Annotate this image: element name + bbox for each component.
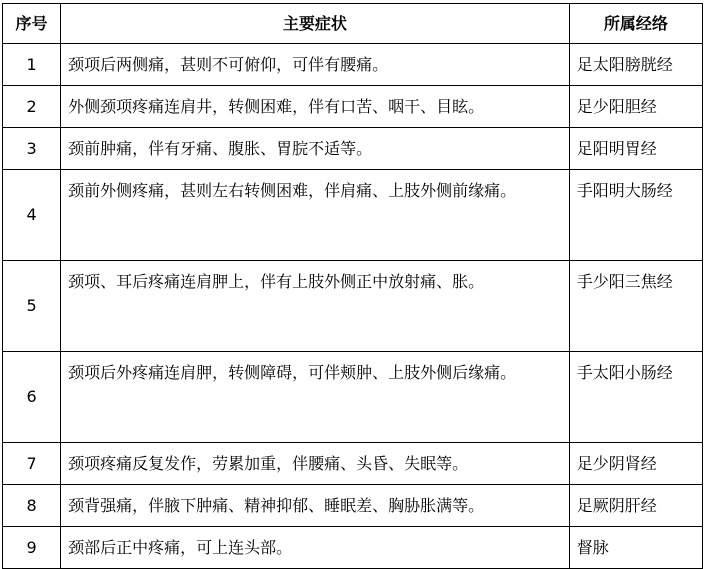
row-index-cell: 1 <box>3 44 61 86</box>
row-meridian-cell: 手阳明大肠经 <box>569 170 702 261</box>
row-symptom-cell: 颈背强痛，伴腋下肿痛、精神抑郁、睡眠差、胸胁胀满等。 <box>61 485 570 527</box>
header-meridian: 所属经络 <box>569 4 702 44</box>
meridian-symptom-table <box>2 3 703 569</box>
table-header-row <box>3 4 703 44</box>
header-index: 序号 <box>3 4 61 44</box>
row-meridian-cell: 足厥阴肝经 <box>569 485 702 527</box>
row-symptom-cell: 外侧颈项疼痛连肩井，转侧困难，伴有口苦、咽干、目眩。 <box>61 86 570 128</box>
row-index-cell: 6 <box>3 352 61 443</box>
row-symptom-cell: 颈项、耳后疼痛连肩胛上，伴有上肢外侧正中放射痛、胀。 <box>61 261 570 352</box>
table-row <box>3 86 703 128</box>
table-row <box>3 44 703 86</box>
table-row <box>3 261 703 352</box>
row-index-cell: 3 <box>3 128 61 170</box>
table-row <box>3 485 703 527</box>
row-symptom-cell: 颈部后正中疼痛，可上连头部。 <box>61 527 570 569</box>
row-symptom-cell: 颈项疼痛反复发作，劳累加重，伴腰痛、头昏、失眠等。 <box>61 443 570 485</box>
row-index-cell: 5 <box>3 261 61 352</box>
row-index-cell: 8 <box>3 485 61 527</box>
table-row <box>3 352 703 443</box>
row-meridian-cell: 督脉 <box>569 527 702 569</box>
table-row <box>3 527 703 569</box>
row-meridian-cell: 手太阳小肠经 <box>569 352 702 443</box>
table-row <box>3 128 703 170</box>
header-symptom: 主要症状 <box>61 4 570 44</box>
row-meridian-cell: 足少阳胆经 <box>569 86 702 128</box>
row-symptom-cell: 颈项后外疼痛连肩胛，转侧障碍，可伴颊肿、上肢外侧后缘痛。 <box>61 352 570 443</box>
row-meridian-cell: 手少阳三焦经 <box>569 261 702 352</box>
table-row <box>3 170 703 261</box>
row-meridian-cell: 足阳明胃经 <box>569 128 702 170</box>
row-meridian-cell: 足太阳膀胱经 <box>569 44 702 86</box>
table-row <box>3 443 703 485</box>
row-symptom-cell: 颈项后两侧痛，甚则不可俯仰，可伴有腰痛。 <box>61 44 570 86</box>
row-index-cell: 7 <box>3 443 61 485</box>
row-meridian-cell: 足少阴肾经 <box>569 443 702 485</box>
row-index-cell: 2 <box>3 86 61 128</box>
row-symptom-cell: 颈前肿痛，伴有牙痛、腹胀、胃脘不适等。 <box>61 128 570 170</box>
row-symptom-cell: 颈前外侧疼痛，甚则左右转侧困难，伴肩痛、上肢外侧前缘痛。 <box>61 170 570 261</box>
row-index-cell: 9 <box>3 527 61 569</box>
row-index-cell: 4 <box>3 170 61 261</box>
